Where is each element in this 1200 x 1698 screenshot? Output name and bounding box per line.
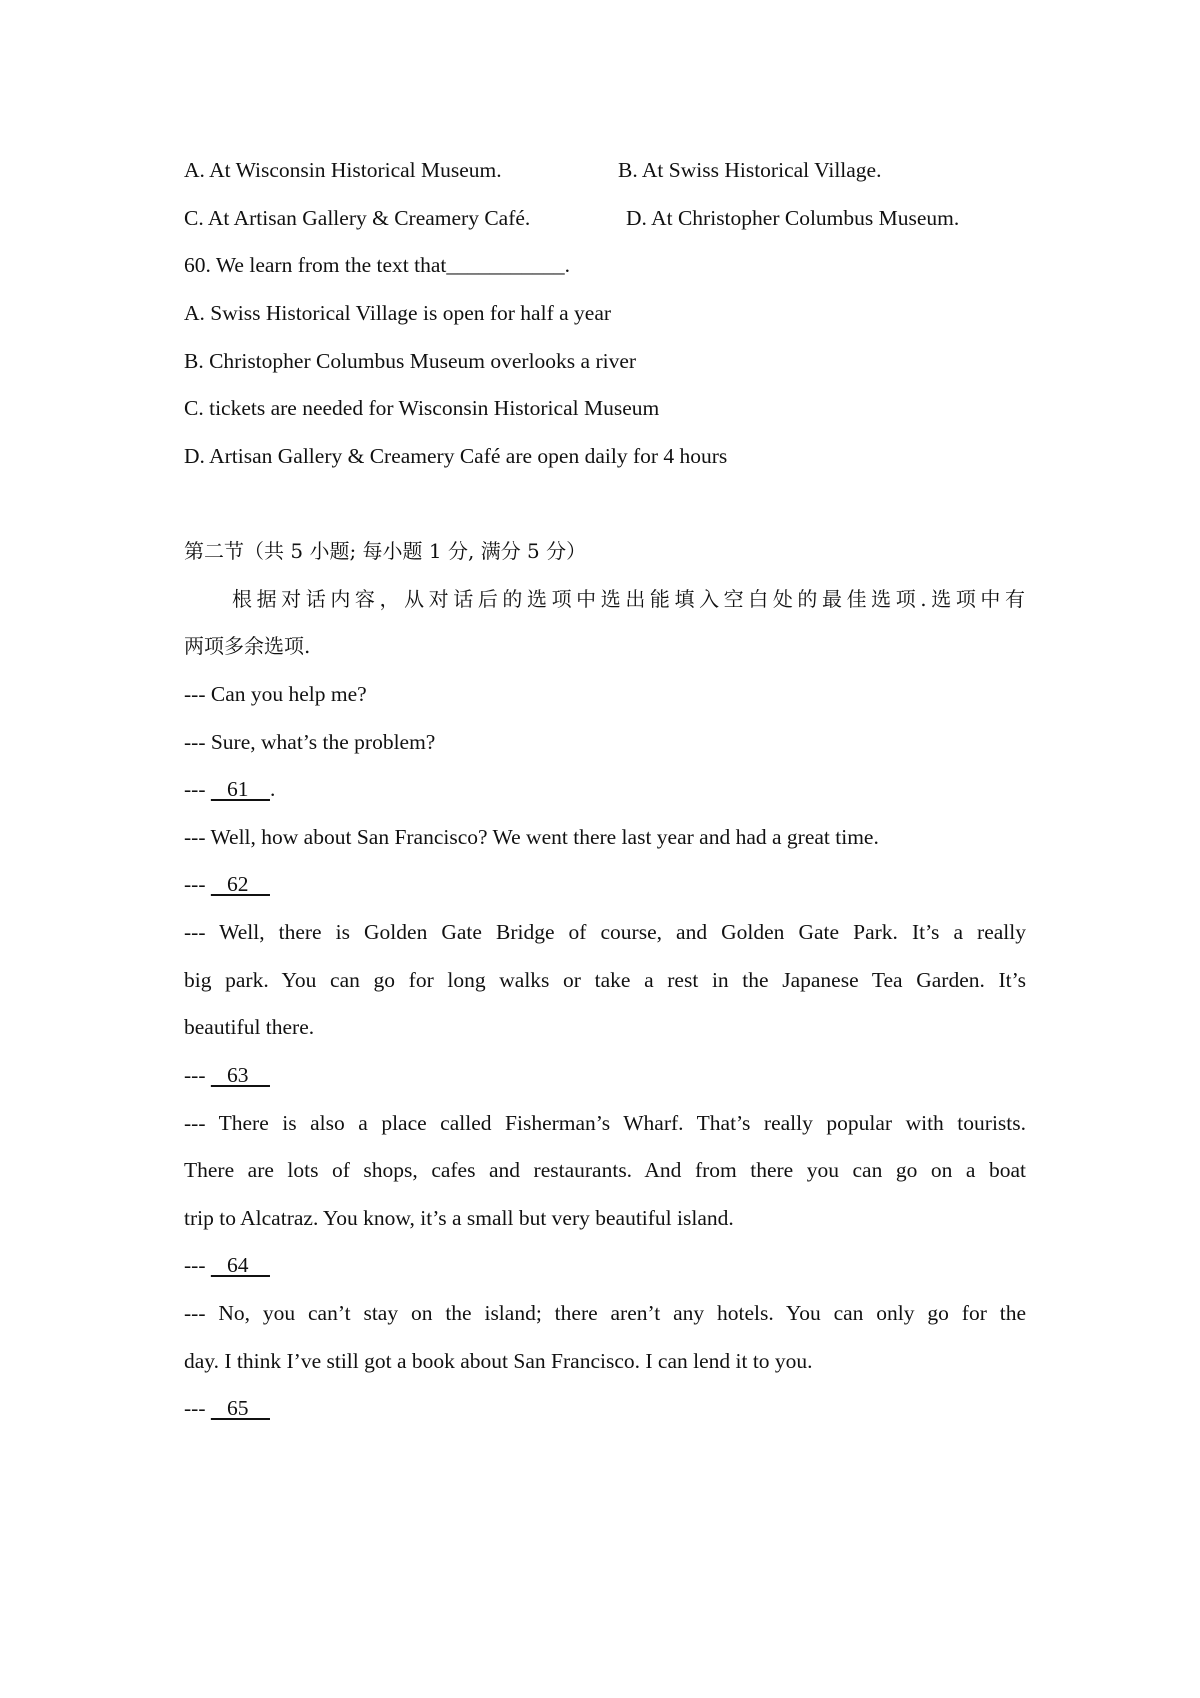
dialogue-prefix: --- [184, 1253, 211, 1277]
q60-option-b: B. Christopher Columbus Museum overlooks a river [184, 349, 637, 373]
q60-stem-prefix: 60. We learn from the text that [184, 253, 447, 277]
dialogue-line: --- Sure, what’s the problem? [184, 730, 436, 754]
dialogue-blank-62 [184, 869, 1026, 899]
q59-option-a: A. At Wisconsin Historical Museum. [184, 158, 502, 182]
q60-option-c: C. tickets are needed for Wisconsin Historical Museum [184, 396, 660, 420]
dialogue-blank-65 [184, 1393, 1026, 1423]
q60-stem-blank: ___________ [446, 253, 565, 277]
q60-stem-suffix: . [564, 253, 570, 277]
section2-instruction-line1: 根据对话内容，从对话后的选项中选出能填入空白处的最佳选项.选项中有 [232, 587, 1026, 611]
dialogue-prefix: --- [184, 1063, 211, 1087]
blank-61: 61 [210, 777, 270, 801]
q60-option-d: D. Artisan Gallery & Creamery Café are open daily for 4 hours [184, 444, 728, 468]
q60-option-a: A. Swiss Historical Village is open for half a year [184, 301, 612, 325]
q59-option-row-2 [184, 203, 1026, 233]
dialogue-prefix: --- [184, 1396, 211, 1420]
dialogue-line: trip to Alcatraz. You know, it’s a small but very beautiful island. [184, 1206, 734, 1230]
blank-62: 62 [210, 872, 270, 896]
blank-63: 63 [210, 1063, 270, 1087]
q59-option-row-1 [184, 155, 1026, 185]
dialogue-line: beautiful there. [184, 1015, 315, 1039]
dialogue-line: --- No, you can’t stay on the island; there aren’t any hotels. You can only go for the [184, 1301, 1026, 1325]
dialogue-blank-64 [184, 1250, 1026, 1280]
dialogue-line: day. I think I’ve still got a book about San Francisco. I can lend it to you. [184, 1349, 813, 1373]
dialogue-blank-63 [184, 1060, 1026, 1090]
q60-stem [184, 250, 1026, 280]
dialogue-line: --- There is also a place called Fisherman’s Wharf. That’s really popular with tourists. [184, 1111, 1026, 1135]
dialogue-line: --- Well, there is Golden Gate Bridge of course, and Golden Gate Park. It’s a really [184, 920, 1026, 944]
dialogue-line: There are lots of shops, cafes and restaurants. And from there you can go on a boat [184, 1158, 1026, 1182]
blank-61-suffix: . [269, 777, 276, 801]
q59-option-d: D. At Christopher Columbus Museum. [626, 206, 960, 230]
dialogue-line: big park. You can go for long walks or take a rest in the Japanese Tea Garden. It’s [184, 968, 1026, 992]
dialogue-line: --- Can you help me? [184, 682, 367, 706]
section2-instruction-line2: 两项多余选项. [184, 634, 311, 658]
dialogue-blank-61 [184, 774, 1026, 804]
blank-65: 65 [210, 1396, 270, 1420]
dialogue-prefix: --- [184, 777, 211, 801]
q59-option-b: B. At Swiss Historical Village. [618, 158, 882, 182]
dialogue-prefix: --- [184, 872, 211, 896]
blank-64: 64 [210, 1253, 270, 1277]
dialogue-line: --- Well, how about San Francisco? We went there last year and had a great time. [184, 825, 879, 849]
q59-option-c: C. At Artisan Gallery & Creamery Café. [184, 206, 531, 230]
section2-heading: 第二节（共 5 小题; 每小题 1 分, 满分 5 分） [184, 539, 587, 563]
